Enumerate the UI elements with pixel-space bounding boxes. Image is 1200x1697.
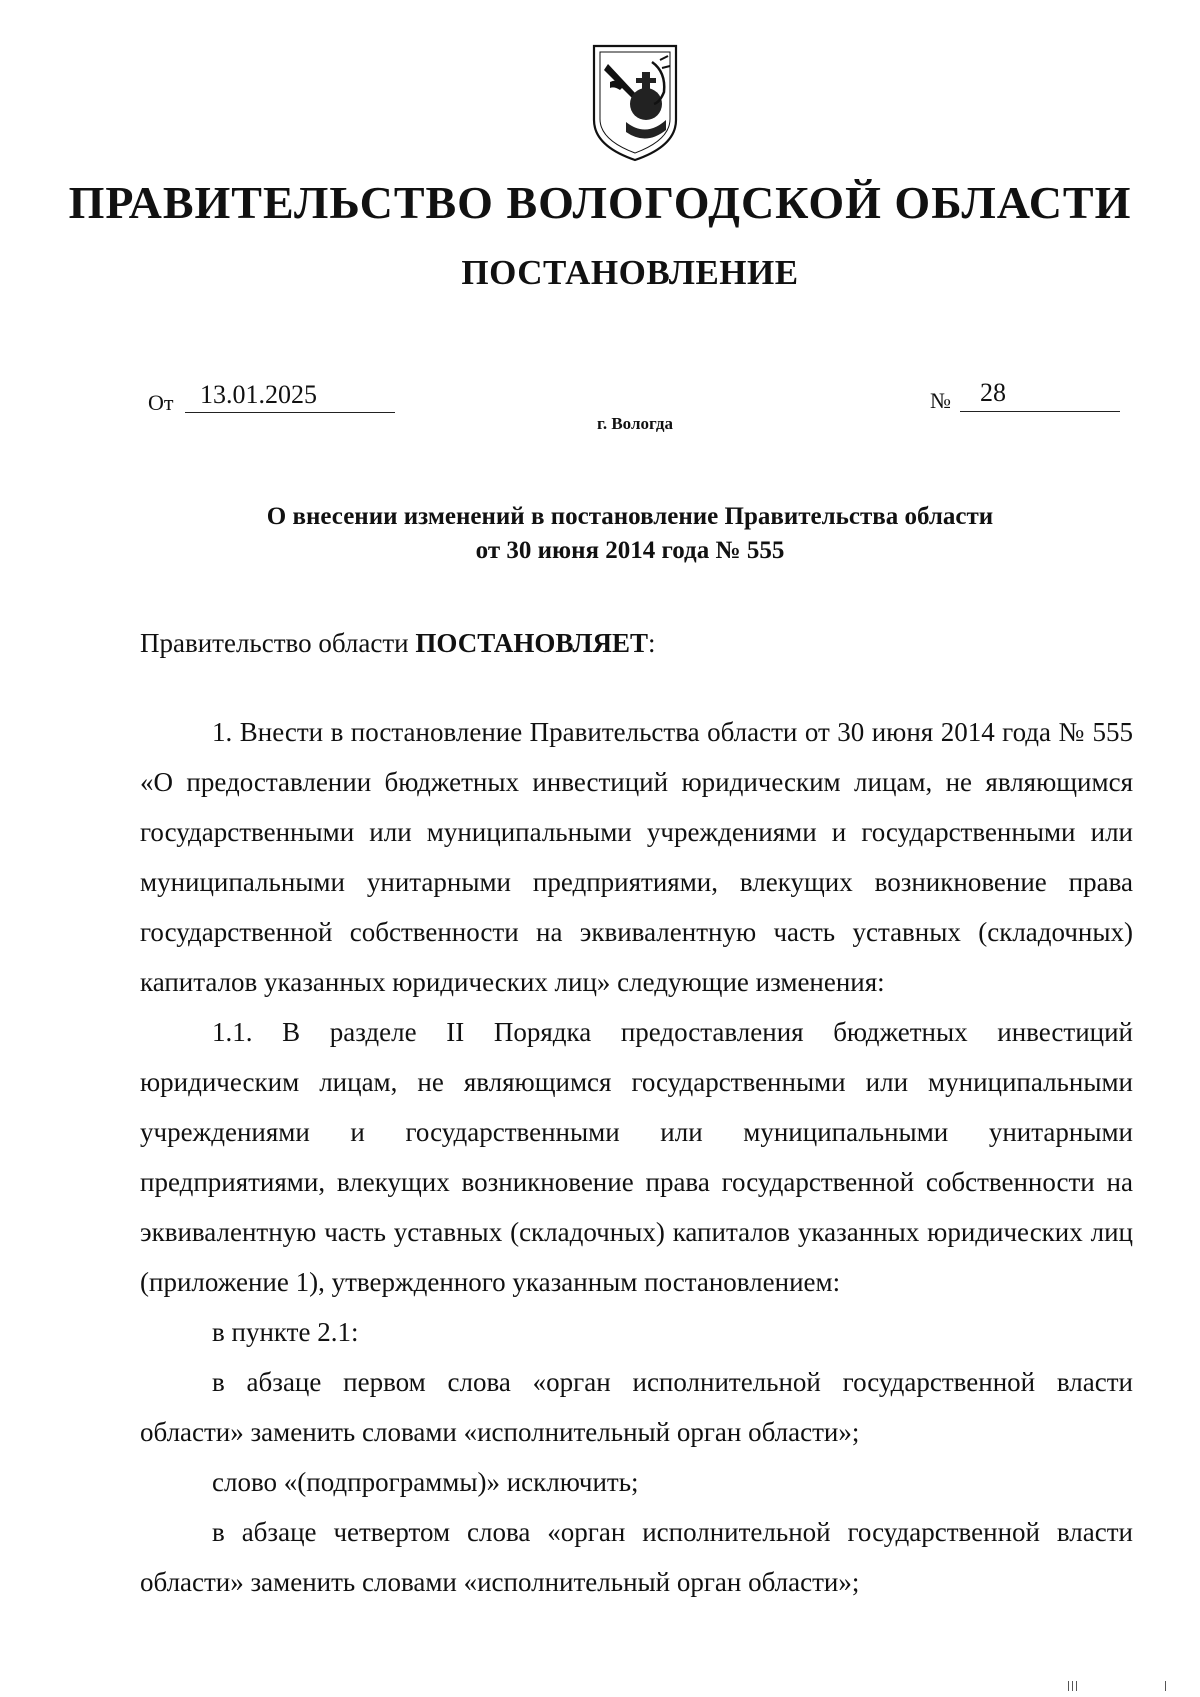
issue-city: г. Вологда — [597, 414, 673, 433]
body-paragraph: слово «(подпрограммы)» исключить; — [212, 1467, 639, 1497]
scan-mark — [1068, 1681, 1069, 1691]
resolution-intro — [140, 628, 656, 659]
scan-mark — [1165, 1681, 1166, 1691]
number-underline — [960, 411, 1120, 412]
body-paragraph: в абзаце первом слова «орган исполнительной государственной власти области» заменить словами «исполнительный орган области»; — [140, 1367, 1133, 1447]
body-paragraph: 1. Внести в постановление Правительства области от 30 июня 2014 года № 555 «О предоставлении бюджетных инвестиций юридическим лицам, не являющимся государственными или муниципальными учреждениями и государственными или муниципальными унитарными предприятиями, влекущих возникновение права государственной собственности на эквивалентную часть уставных (складочных) капиталов указанных юридических лиц» следующие изменения: — [140, 717, 1133, 997]
subject-line-1: О внесении изменений в постановление Правительства области — [266, 503, 994, 530]
coat-of-arms-icon — [590, 42, 680, 164]
document-subject — [0, 500, 1200, 568]
document-body — [140, 707, 1133, 1607]
scan-mark — [1076, 1681, 1077, 1691]
number-label: № — [930, 388, 951, 413]
resolution-prefix: Правительство области — [140, 628, 416, 658]
document-number: 28 — [980, 378, 1006, 407]
date-underline — [185, 412, 395, 413]
body-paragraph: в пункте 2.1: — [212, 1317, 359, 1347]
government-title: ПРАВИТЕЛЬСТВО ВОЛОГОДСКОЙ ОБЛАСТИ — [68, 177, 1132, 228]
document-date: 13.01.2025 — [200, 380, 317, 409]
scan-mark — [1072, 1681, 1073, 1691]
document-type-title: ПОСТАНОВЛЕНИЕ — [461, 253, 799, 292]
body-paragraph: в абзаце четвертом слова «орган исполнительной государственной власти области» заменить словами «исполнительный орган области»; — [140, 1517, 1133, 1597]
resolution-suffix: : — [647, 628, 656, 658]
resolution-keyword: ПОСТАНОВЛЯЕТ — [415, 628, 648, 658]
subject-line-2: от 30 июня 2014 года № 555 — [475, 537, 785, 564]
date-label: От — [148, 390, 174, 415]
body-paragraph: 1.1. В разделе II Порядка предоставления бюджетных инвестиций юридическим лицам, не являющимся государственными или муниципальными учреждениями и государственными или муниципальными унитарными предприятиями, влекущих возникновение права государственной собственности на эквивалентную часть уставных (складочных) капиталов указанных юридических лиц (приложение 1), утвержденного указанным постановлением: — [140, 1017, 1133, 1297]
